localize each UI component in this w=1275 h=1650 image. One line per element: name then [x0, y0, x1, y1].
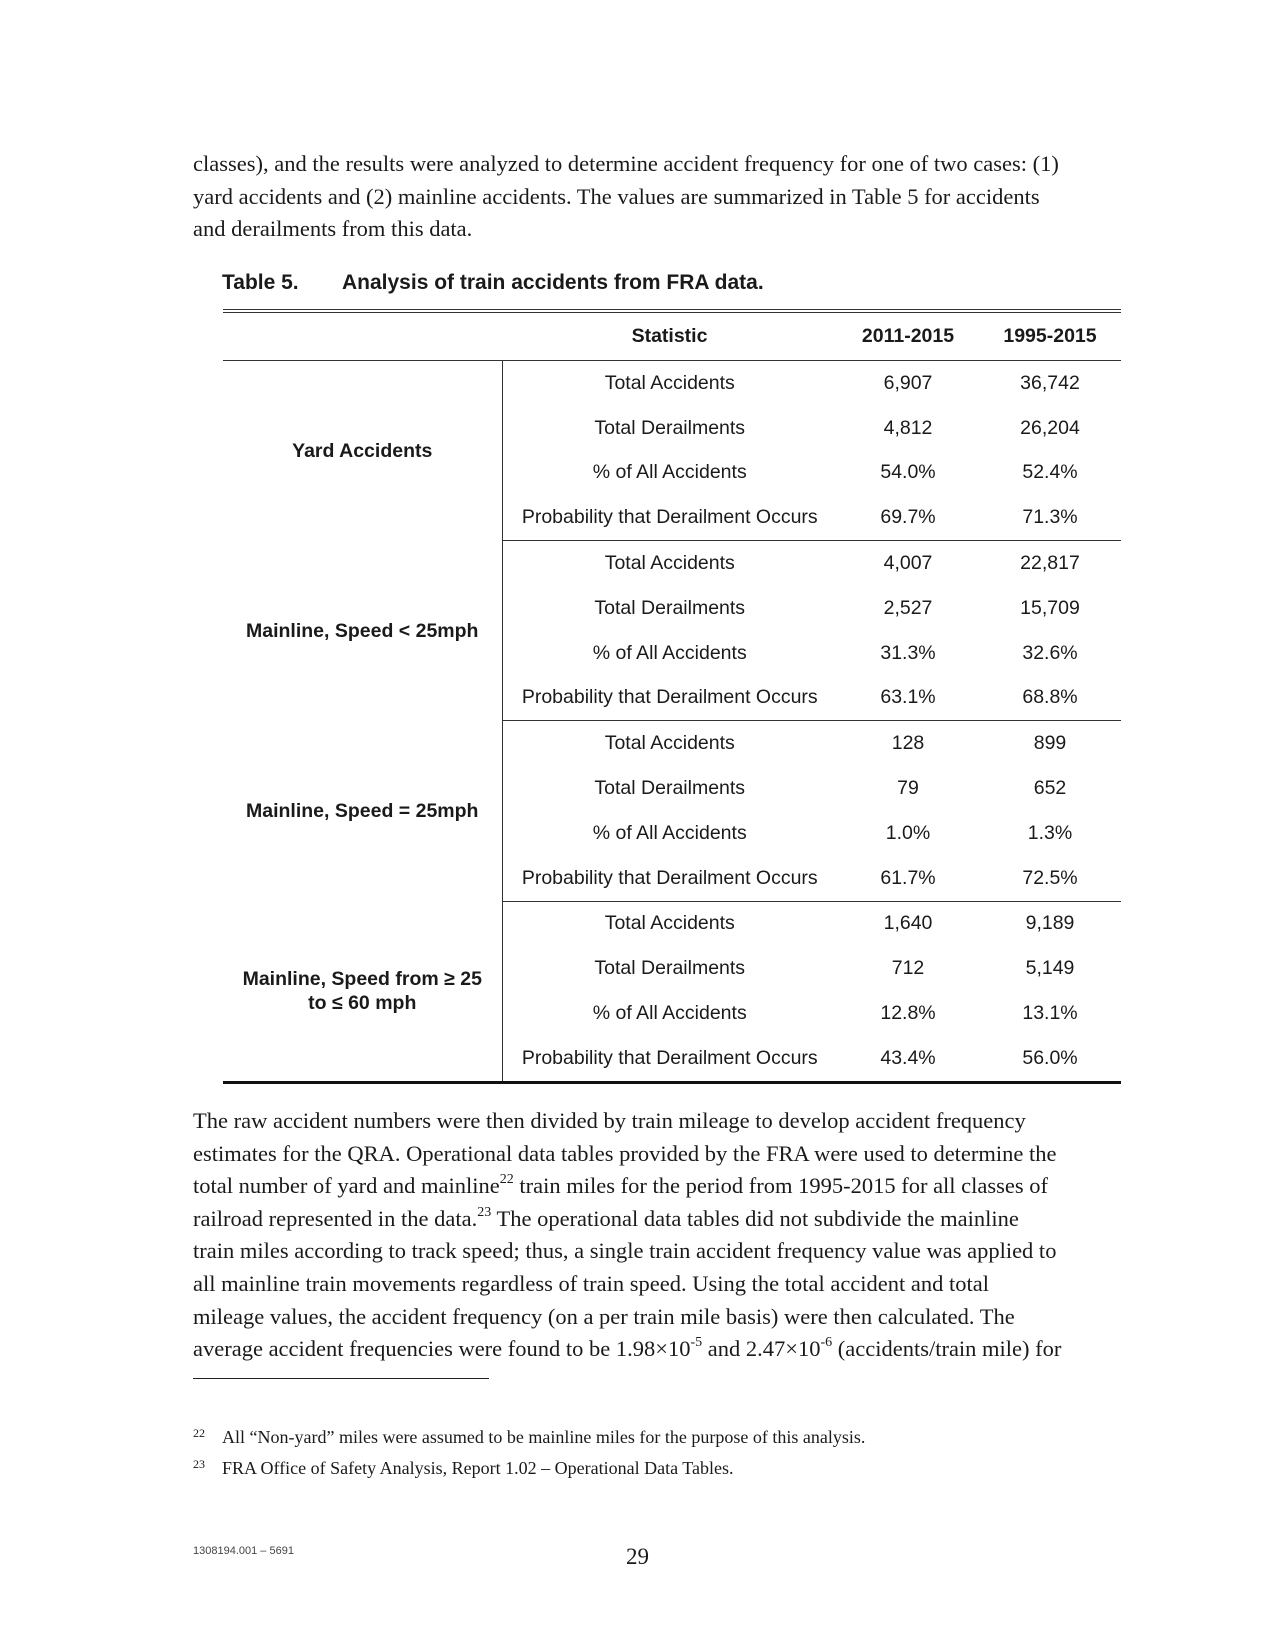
- value-cell: 1.3%: [1027, 821, 1073, 844]
- text-line: [193, 1333, 1153, 1366]
- group-label-line: to ≤ 60 mph: [308, 991, 417, 1014]
- exponent: -6: [820, 1335, 833, 1351]
- body-paragraph: [193, 1105, 1153, 1366]
- value-cell: 4,812: [883, 416, 933, 439]
- value-cell: 56.0%: [1022, 1046, 1078, 1069]
- table-header-row: [223, 311, 1121, 361]
- exponent: -5: [690, 1335, 703, 1351]
- statistic-cell: Total Derailments: [594, 777, 746, 800]
- group-label-line: Mainline, Speed from ≥ 25: [242, 967, 482, 990]
- footnote-text: All “Non-yard” miles were assumed to be mainline miles for the purpose of this analysis.: [222, 1427, 866, 1447]
- value-cell: 13.1%: [1022, 1002, 1078, 1025]
- header-group: [223, 311, 502, 361]
- value-cell: 79: [897, 777, 919, 800]
- value-cell: 71.3%: [979, 495, 1121, 540]
- table-caption-number: Table 5.: [222, 271, 299, 294]
- value-cell: 2,527: [883, 596, 933, 619]
- group-label-yard: Yard Accidents: [223, 361, 502, 541]
- value-cell: 32.6%: [1022, 641, 1078, 664]
- value-cell: 26,204: [1020, 416, 1080, 439]
- text-line: [193, 1170, 1153, 1203]
- value-cell: 5,149: [1025, 957, 1075, 980]
- text-line: The raw accident numbers were then divided by train mileage to develop accident frequency: [193, 1108, 1026, 1133]
- text-run: total number of yard and mainline: [193, 1173, 500, 1199]
- statistic-cell: Probability that Derailment Occurs: [521, 1046, 818, 1069]
- statistic-cell: Total Derailments: [594, 957, 746, 980]
- text-line: mileage values, the accident frequency (on a per train mile basis) were then calculated. The: [193, 1303, 1015, 1329]
- page-number: 29: [626, 1544, 649, 1569]
- footnote-divider: [193, 1378, 489, 1379]
- table-caption-title: Analysis of train accidents from FRA data.: [342, 271, 764, 294]
- statistic-cell: Total Accidents: [604, 732, 735, 755]
- footnote-mark: 22: [193, 1426, 205, 1440]
- table-row: [223, 901, 1121, 946]
- value-cell: 712: [891, 957, 925, 980]
- statistic-cell: Probability that Derailment Occurs: [502, 856, 837, 901]
- value-cell: 72.5%: [979, 856, 1121, 901]
- statistic-cell: % of All Accidents: [592, 821, 747, 844]
- value-cell: 68.8%: [979, 676, 1121, 721]
- text-line: and derailments from this data.: [193, 216, 473, 242]
- value-cell: 4,007: [883, 552, 933, 575]
- text-run: average accident frequencies were found to be 1.98×10: [193, 1336, 691, 1362]
- text-line: all mainline train movements regardless of train speed. Using the total accident and total: [193, 1270, 990, 1296]
- accident-analysis-table: [223, 309, 1121, 1084]
- value-cell: 22,817: [1020, 552, 1080, 575]
- footnote-23: [193, 1453, 1153, 1479]
- table-row: [223, 541, 1121, 586]
- text-run: The operational data tables did not subdivide the mainline: [491, 1205, 1019, 1231]
- value-cell: 1.0%: [885, 821, 931, 844]
- statistic-cell: % of All Accidents: [592, 641, 747, 664]
- statistic-cell: Total Derailments: [594, 596, 746, 619]
- value-cell: 43.4%: [880, 1046, 936, 1069]
- table-row: [223, 361, 1121, 406]
- group-label-mainline-25-to-60: [223, 901, 502, 1082]
- text-run: train miles for the period from 1995-2015 for all classes of: [513, 1173, 1049, 1199]
- text-run: and 2.47×10: [702, 1336, 821, 1362]
- text-run: railroad represented in the data.: [193, 1205, 478, 1231]
- value-cell: 61.7%: [837, 856, 979, 901]
- value-cell: 9,189: [1025, 912, 1075, 935]
- statistic-cell: Total Accidents: [604, 552, 735, 575]
- text-line: estimates for the QRA. Operational data tables provided by the FRA were used to determine the: [193, 1140, 1057, 1166]
- value-cell: 15,709: [1020, 596, 1080, 619]
- text-line: classes), and the results were analyzed to determine accident frequency for one of two cases: (1): [193, 151, 1059, 176]
- header-2011-2015: 2011-2015: [837, 311, 979, 361]
- table-caption: [222, 271, 764, 295]
- text-line: train miles according to track speed; thus, a single train accident frequency value was applied to: [193, 1238, 1057, 1264]
- statistic-cell: Total Accidents: [604, 912, 735, 935]
- footnote-ref-22[interactable]: 22: [499, 1172, 514, 1188]
- statistic-cell: % of All Accidents: [592, 1002, 747, 1025]
- intro-paragraph: [193, 148, 1153, 246]
- footnote-ref-23[interactable]: 23: [477, 1204, 492, 1220]
- header-1995-2015: 1995-2015: [979, 311, 1121, 361]
- value-cell: 31.3%: [880, 641, 936, 664]
- value-cell: 69.7%: [837, 495, 979, 540]
- statistic-cell: % of All Accidents: [592, 461, 747, 484]
- text-line: yard accidents and (2) mainline accidents. The values are summarized in Table 5 for accidents: [193, 183, 1040, 209]
- value-cell: 128: [891, 732, 925, 755]
- value-cell: 899: [1033, 732, 1067, 755]
- value-cell: 63.1%: [837, 676, 979, 721]
- value-cell: 652: [1033, 777, 1067, 800]
- table-row: [223, 721, 1121, 766]
- value-cell: 12.8%: [880, 1002, 936, 1025]
- statistic-cell: Total Accidents: [604, 371, 735, 394]
- document-id: 1308194.001 – 5691: [193, 1545, 294, 1557]
- statistic-cell: Probability that Derailment Occurs: [502, 495, 837, 540]
- value-cell: 54.0%: [880, 461, 936, 484]
- text-line: [193, 1203, 1153, 1236]
- statistic-cell: Total Derailments: [594, 416, 746, 439]
- value-cell: 52.4%: [1022, 461, 1078, 484]
- text-run: (accidents/train mile) for: [832, 1336, 1062, 1362]
- value-cell: 6,907: [883, 371, 933, 394]
- header-statistic: Statistic: [502, 311, 837, 361]
- statistic-cell: Probability that Derailment Occurs: [502, 676, 837, 721]
- value-cell: 36,742: [1020, 371, 1080, 394]
- group-label-mainline-under-25: Mainline, Speed < 25mph: [223, 541, 502, 721]
- footnote-22: [193, 1422, 1153, 1448]
- footnote-mark: 23: [193, 1457, 205, 1471]
- group-label-mainline-equal-25: Mainline, Speed = 25mph: [223, 721, 502, 901]
- value-cell: 1,640: [883, 912, 933, 935]
- footnote-text: FRA Office of Safety Analysis, Report 1.02 – Operational Data Tables.: [222, 1458, 734, 1478]
